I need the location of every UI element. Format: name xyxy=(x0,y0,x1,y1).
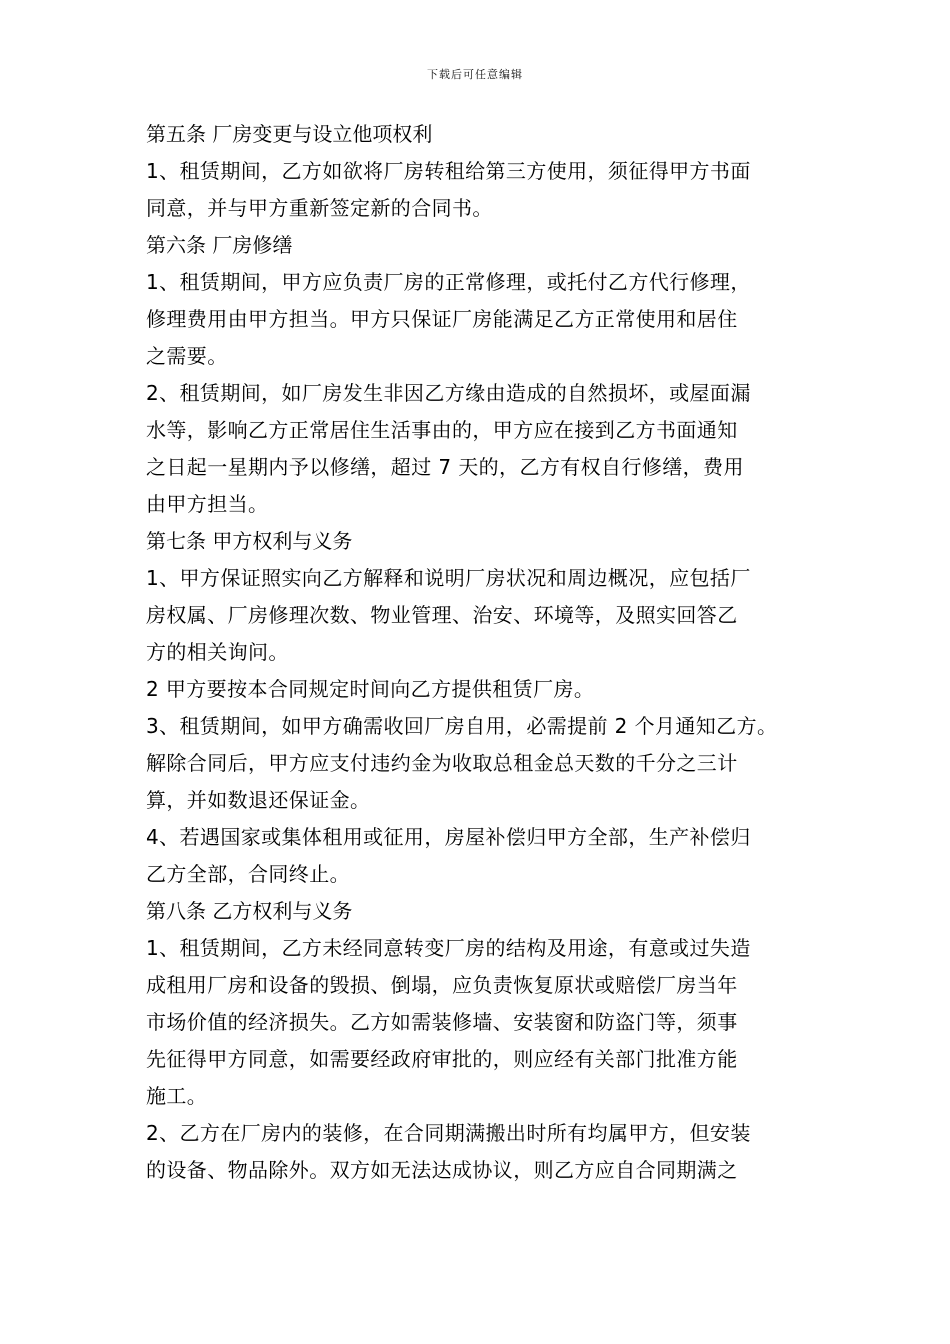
paragraph-line: 1、租赁期间，甲方应负责厂房的正常修理，或托付乙方代行修理， xyxy=(146,270,751,294)
header-note: 下载后可任意编辑 xyxy=(427,68,523,81)
paragraph-line: 2、乙方在厂房内的装修，在合同期满搬出时所有均属甲方，但安装 xyxy=(146,1121,751,1145)
article-6-heading: 第六条 厂房修缮 xyxy=(146,233,293,257)
paragraph-line: 3、租赁期间，如甲方确需收回厂房自用，必需提前 2 个月通知乙方。 xyxy=(146,714,778,738)
paragraph-line: 由甲方担当。 xyxy=(146,492,269,516)
article-7-heading: 第七条 甲方权利与义务 xyxy=(146,529,353,553)
paragraph-line: 解除合同后，甲方应支付违约金为收取总租金总天数的千分之三计 xyxy=(146,751,738,775)
paragraph-line: 之日起一星期内予以修缮，超过 7 天的，乙方有权自行修缮，费用 xyxy=(146,455,744,479)
paragraph-line: 市场价值的经济损失。乙方如需装修墙、安装窗和防盗门等，须事 xyxy=(146,1010,738,1034)
paragraph-line: 成租用厂房和设备的毁损、倒塌，应负责恢复原状或赔偿厂房当年 xyxy=(146,973,738,997)
paragraph-line: 4、若遇国家或集体租用或征用，房屋补偿归甲方全部，生产补偿归 xyxy=(146,825,751,849)
paragraph-line: 施工。 xyxy=(146,1084,208,1108)
paragraph-line: 1、租赁期间，乙方如欲将厂房转租给第三方使用，须征得甲方书面 xyxy=(146,159,751,183)
article-5-heading: 第五条 厂房变更与设立他项权利 xyxy=(146,122,433,146)
paragraph-line: 1、甲方保证照实向乙方解释和说明厂房状况和周边概况，应包括厂 xyxy=(146,566,751,590)
paragraph-line: 修理费用由甲方担当。甲方只保证厂房能满足乙方正常使用和居住 xyxy=(146,307,738,331)
article-8-heading: 第八条 乙方权利与义务 xyxy=(146,899,353,923)
paragraph-line: 2 甲方要按本合同规定时间向乙方提供租赁厂房。 xyxy=(146,677,595,701)
paragraph-line: 算，并如数退还保证金。 xyxy=(146,788,371,812)
paragraph-line: 之需要。 xyxy=(146,344,228,368)
document-body xyxy=(146,116,818,1189)
paragraph-line: 同意，并与甲方重新签定新的合同书。 xyxy=(146,196,493,220)
paragraph-line: 1、租赁期间，乙方未经同意转变厂房的结构及用途，有意或过失造 xyxy=(146,936,751,960)
paragraph-line: 的设备、物品除外。双方如无法达成协议，则乙方应自合同期满之 xyxy=(146,1158,738,1182)
paragraph-line: 2、租赁期间，如厂房发生非因乙方缘由造成的自然损坏，或屋面漏 xyxy=(146,381,751,405)
paragraph-line: 水等，影响乙方正常居住生活事由的，甲方应在接到乙方书面通知 xyxy=(146,418,738,442)
paragraph-line: 方的相关询问。 xyxy=(146,640,289,664)
paragraph-line: 先征得甲方同意，如需要经政府审批的，则应经有关部门批准方能 xyxy=(146,1047,738,1071)
paragraph-line: 房权属、厂房修理次数、物业管理、治安、环境等，及照实回答乙 xyxy=(146,603,738,627)
paragraph-line: 乙方全部，合同终止。 xyxy=(146,862,350,886)
